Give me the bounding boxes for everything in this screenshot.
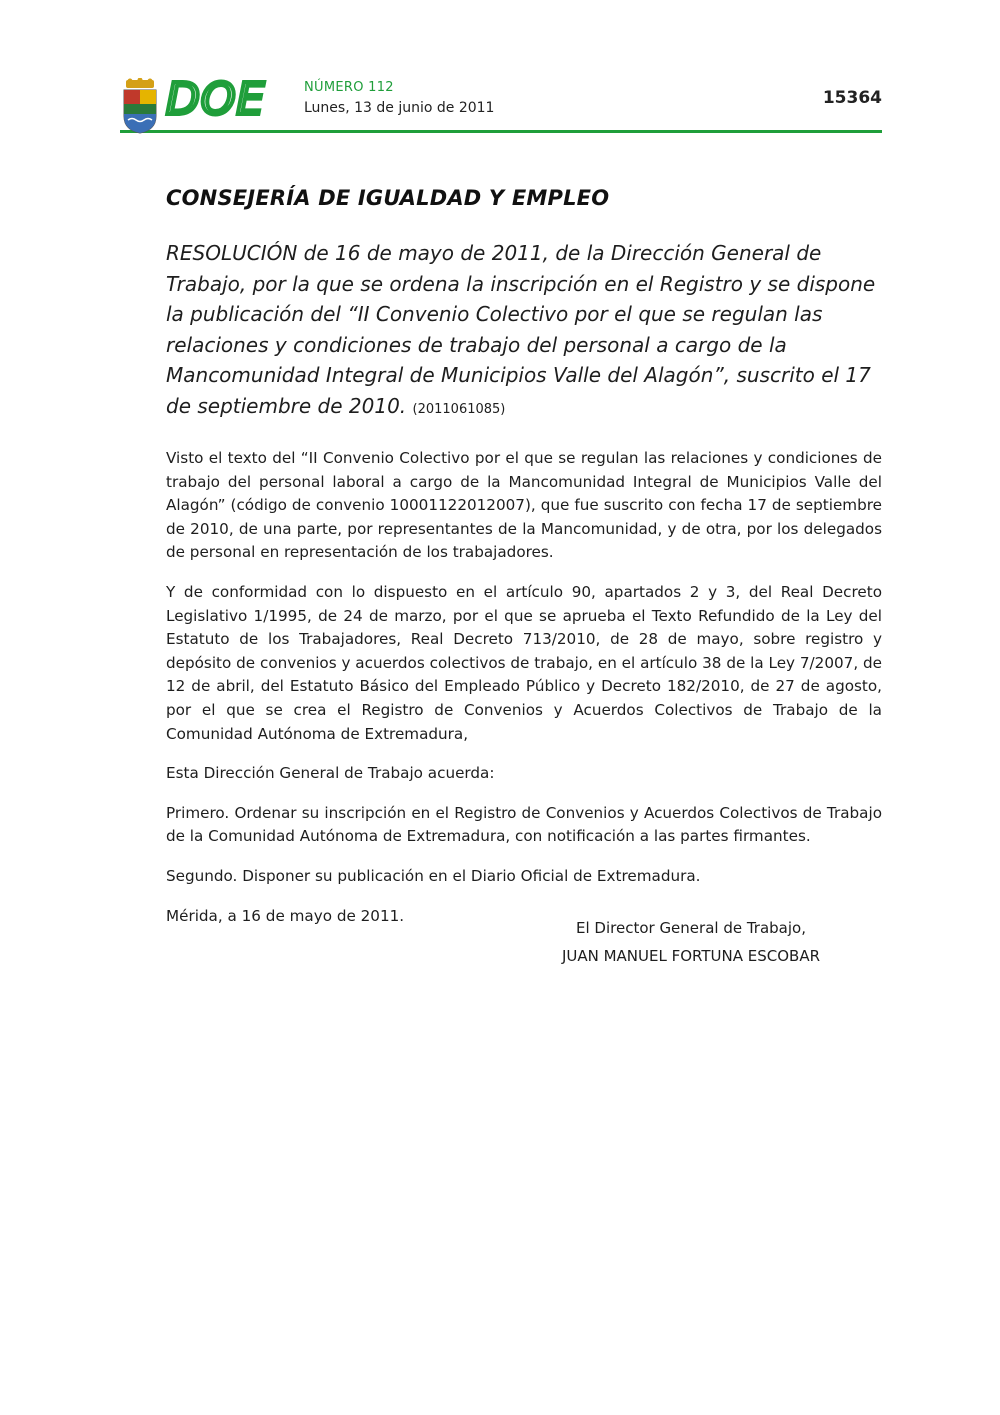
department-heading: CONSEJERÍA DE IGUALDAD Y EMPLEO <box>166 186 610 210</box>
paragraph: Segundo. Disponer su publicación en el Diario Oficial de Extremadura. <box>166 866 701 885</box>
document-body <box>166 186 882 944</box>
reference-code: (2011061085) <box>412 401 506 417</box>
paragraph: Esta Dirección General de Trabajo acuerda: <box>166 764 495 783</box>
place-date: Mérida, a 16 de mayo de 2011. <box>166 906 405 925</box>
paragraph: Primero. Ordenar su inscripción en el Registro de Convenios y Acuerdos Colectivos de Trabajo de la Comunidad Autónoma de Extremadura, con notificación a las partes firmantes. <box>166 803 882 846</box>
doe-logo: DOE <box>166 74 266 125</box>
resolution-text: RESOLUCIÓN de 16 de mayo de 2011, de la Dirección General de Trabajo, por la que se ordena la inscripción en el Registro y se dispone la publicación del “II Convenio Colectivo por el que se regulan las relaciones y condiciones de trabajo del personal a cargo de la Mancomunidad Integral de Municipios Valle del Alagón”, suscrito el 17 de septiembre de 2010. <box>166 241 876 418</box>
paragraph: Y de conformidad con lo dispuesto en el artículo 90, apartados 2 y 3, del Real Decreto Legislativo 1/1995, de 24 de marzo, por el que se aprueba el Texto Refundido de la Ley del Estatuto de los Trabajadores, Real Decreto 713/2010, de 28 de mayo, sobre registro y depósito de convenios y acuerdos colectivos de trabajo, en el artículo 38 de la Ley 7/2007, de 12 de abril, del Estatuto Básico del Empleado Público y Decreto 182/2010, de 27 de agosto, por el que se crea el Registro de Convenios y Acuerdos Colectivos de Trabajo de la Comunidad Autónoma de Extremadura, <box>166 582 882 743</box>
issue-date: Lunes, 13 de junio de 2011 <box>304 100 495 116</box>
resolution-title <box>166 238 882 425</box>
page-header <box>120 76 882 133</box>
coat-of-arms-icon <box>120 78 160 134</box>
signature-block <box>556 914 826 970</box>
signatory-name: JUAN MANUEL FORTUNA ESCOBAR <box>561 947 821 965</box>
issue-number: NÚMERO 112 <box>304 80 394 95</box>
paragraph: Visto el texto del “II Convenio Colectivo por el que se regulan las relaciones y condiciones de trabajo del personal laboral a cargo de la Mancomunidad Integral de Municipios Valle del Alagón” (código de convenio 10001122012007), que fue suscrito con fecha 17 de septiembre de 2010, de una parte, por representantes de la Mancomunidad, y de otra, por los delegados de personal en representación de los trabajadores. <box>166 449 882 562</box>
signatory-title: El Director General de Trabajo, <box>576 919 806 937</box>
page-number: 15364 <box>822 88 882 108</box>
